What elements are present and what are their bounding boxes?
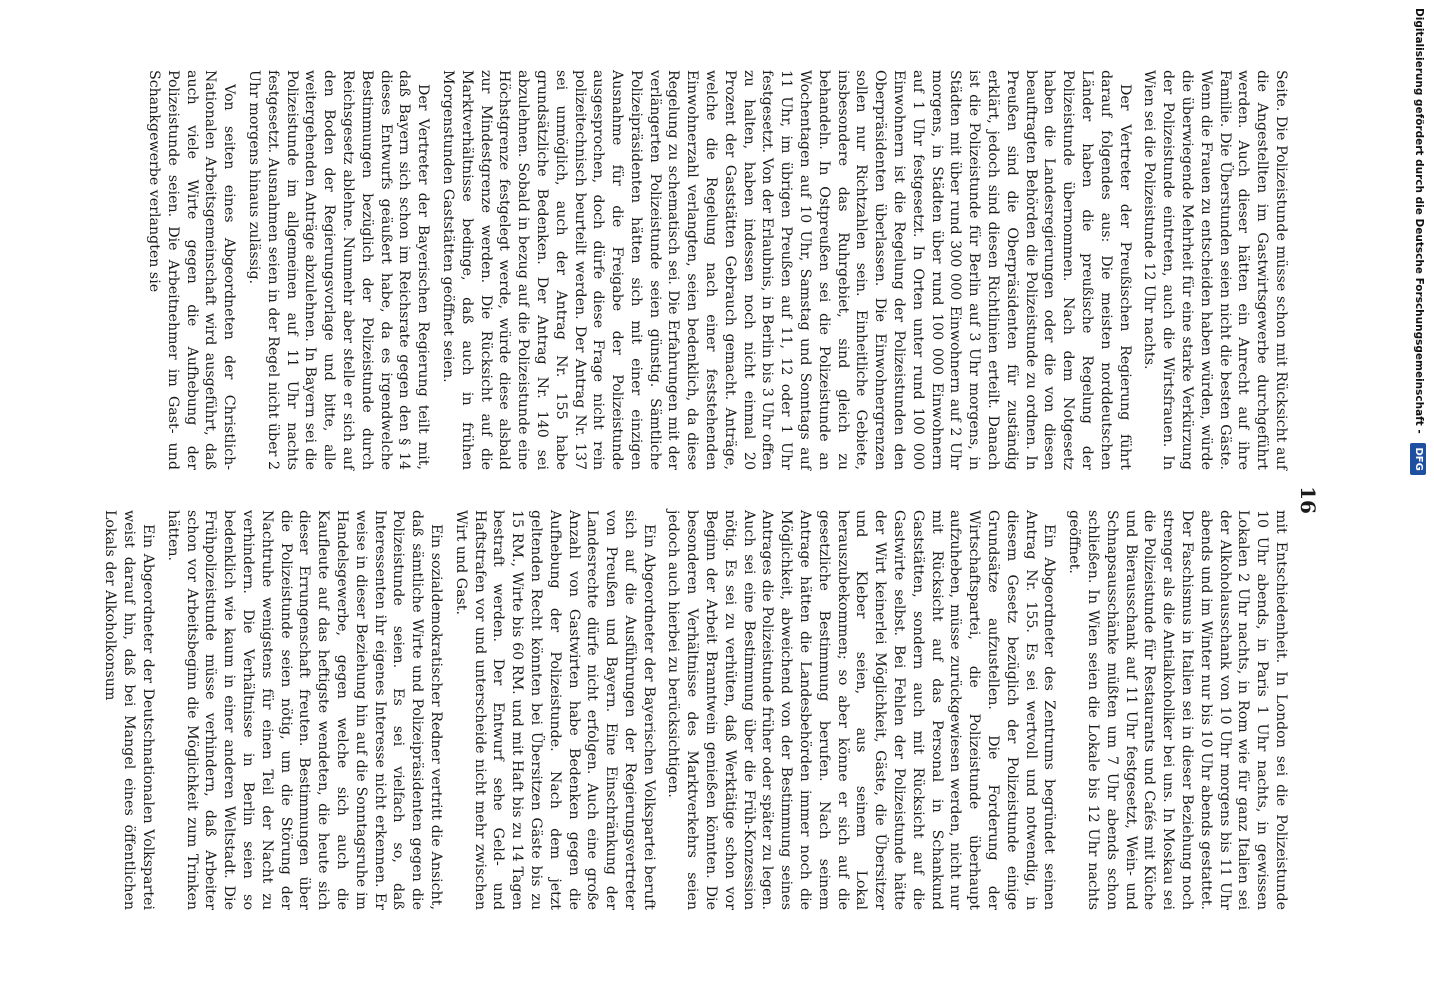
paragraph: Von seiten eines Abgeordneten der Christlich-Nationalen Arbeitsgemeinschaft wird ausgeführt, daß auch viele Wirte gegen die Aufhebung der Polizeistunde seien. Die Arbeitnehmer im Gast- und Schankgewerbe verlangten sie: [145, 70, 238, 470]
page-number: 16: [1296, 486, 1320, 514]
paragraph: Ein Abgeordneter der Deutschnationalen Volkspartei weist darauf hin, daß bei Mangel eines öffentlichen Lokals der Alkoholkonsum: [102, 510, 156, 910]
rotated-page: [80, 70, 1320, 940]
paragraph: Der Vertreter der Bayerischen Regierung teilt mit, daß Bayern sich schon im Reichsrate gegen den § 14 dieses Entwurfs geäußert habe, da es irgendwelche Bestimmungen bezüglich der Polizeistunde durch Reichsgesetz ablehne. Nunmehr aber stelle er sich auf den Boden der Regierungsvorlage und bitte, alle weitergehenden Anträge abzulehnen. In Bayern sei die Polizeistunde im allgemeinen auf 11 Uhr nachts festgesetzt. Ausnahmen seien in der Regel nicht über 2 Uhr morgens hinaus zulässig.: [245, 70, 432, 470]
right-column: [95, 510, 1290, 910]
digitization-credit: [1408, 8, 1430, 993]
paragraph: Ein Abgeordneter der Bayerischen Volkspartei beruft sich auf die Ausführungen der Regierungsvertreter von Preußen und Bayern. Eine Einschränkung der Landesrechte dürfe nicht erfolgen. Auch eine große Anzahl von Gastwirten habe Bedenken gegen die Aufhebung der Polizeistunde. Nach dem jetzt geltenden Recht könnten bei Übersitzen Gäste bis zu 15 RM., Wirte bis 60 RM. und mit Haft bis zu 14 Tagen bestraft werden. Der Entwurf sehe Geld- und Haftstrafen vor und unterscheide nicht mehr zwischen Wirt und Gast.: [452, 510, 657, 910]
paragraph: Seite. Die Polizeistunde müsse schon mit Rücksicht auf die Angestellten im Gastwirtsgewerbe durchgeführt werden. Auch dieser hätten ein Anrecht auf ihre Familie. Die Überstunden seien nicht die besten Gäste. Wenn die Frauen zu entscheiden haben würden, würde die überwiegende Mehrheit für eine starke Verkürzung der Polizeistunde eintreten, auch die Wirtsfrauen. In Wien sei die Polizeistunde 12 Uhr nachts.: [1141, 70, 1289, 470]
credit-text-line: [1408, 8, 1430, 993]
paragraph: mit Entschiedenheit. In London sei die Polizeistunde 10 Uhr abends, in Paris 1 Uhr nachts, in gewissen Lokalen 2 Uhr nachts, in Rom wie für ganz Italien sei der Alkoholausschank von 10 Uhr morgens bis 11 Uhr abends und im Winter nur bis 10 Uhr abends gestattet. Der Faschismus in Italien sei in dieser Beziehung noch strenger als die Antialkoholiker bei uns. In Moskau sei die Polizeistunde für Restaurants und Cafés mit Küche und Bierausschank auf 11 Uhr festgesetzt, Wein- und Schnapsausschänke müßten um 7 Uhr abends schon schließen. In Wien seien die Lokale bis 12 Uhr nachts geöffnet.: [1066, 510, 1289, 910]
dfg-logo: DFG: [1410, 443, 1426, 474]
paragraph: Ein Abgeordneter des Zentrums begründet seinen Antrag Nr. 155. Es sei wertvoll und notwendig, in diesem Gesetz bezüglich der Polizeistunde einige Grundsätze aufzustellen. Die Forderung der Wirtschaftspartei, die Polizeistunde überhaupt aufzuheben, müsse zurückgewiesen werden, nicht nur mit Rücksicht auf das Personal in Schankund Gaststätten, sondern auch mit Rücksicht auf die Gastwirte selbst. Bei Fehlen der Polizeistunde hätte der Wirt keinerlei Möglichkeit, Gäste, die Übersitzer und Kleber seien, aus seinem Lokal herauszubekommen; so aber könne er sich auf die gesetzliche Bestimmung berufen. Nach seinem Antrage hätten die Landesbehörden immer noch die Möglichkeit, abweichend von der Bestimmung seines Antrages die Polizeistunde früher oder später zu legen. Auch sei eine Bestimmung über die Früh-Konzession nötig. Es sei zu verhüten, daß Werktätige schon vor Beginn der Arbeit Branntwein genießen könnten. Die besonderen Verhältnisse des Marktverkehrs seien jedoch auch hierbei zu berücksichtigen.: [665, 510, 1058, 910]
left-column: [138, 70, 1290, 470]
credit-text: Digitalisierung gefördert durch die Deutsche Forschungsgemeinschaft -: [1413, 8, 1425, 434]
page-body: [90, 70, 1320, 930]
paragraph: Ein sozialdemokratischer Redner vertritt die Ansicht, daß sämtliche Wirte und Polizeipräsidenten gegen die Polizeistunde seien. Es sei vielfach so, daß Interessenten ihr eigenes Interesse nicht erkennen. Er weise in dieser Beziehung hin auf die Sonntagsruhe im Handelsgewerbe, gegen welche sich auch die Kaufleute auf das heftigste wendeten, die heute sich dieser Errungenschaft freuten. Bestimmungen über die Polizeistunde seien nötig, um die Störung der Nachtruhe wenigstens für einen Teil der Nacht zu verhindern. Die Verhältnisse in Berlin seien so bedenklich wie kaum in einer anderen Weltstadt. Die Frühpolizeistunde müsse verhindern, daß Arbeiter schon vor Arbeitsbeginn die Möglichkeit zum Trinken hätten.: [164, 510, 444, 910]
paragraph: Der Vertreter der Preußischen Regierung führt darauf folgendes aus: Die meisten norddeutschen Länder haben die preußische Regelung der Polizeistunde übernommen. Nach dem Notgesetz haben die Landesregierungen oder die von diesen beauftragten Behörden die Polizeistunde zu ordnen. In Preußen sind die Oberpräsidenten für zuständig erklärt, jedoch sind diesen Richtlinien erteilt. Danach ist die Polizeistunde für Berlin auf 3 Uhr morgens, in Städten mit über rund 300 000 Einwohnern auf 2 Uhr morgens, in Städten über rund 100 000 Einwohnern auf 1 Uhr festgesetzt. In Orten unter rund 100 000 Einwohnern ist die Regelung der Polizeistunden den Oberpräsidenten überlassen. Die Einwohnergrenzen sollen nur Richtzahlen sein. Einheitliche Gebiete, insbesondere das Ruhrgebiet, sind gleich zu behandeln. In Ostpreußen sei die Polizeistunde an Wochentagen auf 10 Uhr, Samstag und Sonntags auf 11 Uhr, im übrigen Preußen auf 11, 12 oder 1 Uhr festgesetzt. Von der Erlaubnis, in Berlin bis 3 Uhr offen zu halten, haben indessen noch nicht einmal 20 Prozent der Gaststätten Gebrauch gemacht. Anträge, welche die Regelung nach einer feststehenden Einwohnerzahl verlangten, seien bedenklich, da diese Regelung zu schematisch sei. Die Erfahrungen mit der verlängerten Polizeistunde seien günstig. Sämtliche Polizeipräsidenten hätten sich mit einer einzigen Ausnahme für die Freigabe der Polizeistunde ausgesprochen, doch dürfe diese Frage nicht rein polizeitechnisch beurteilt werden. Der Antrag Nr. 137 sei unmöglich, auch der Antrag Nr. 155 habe grundsätzliche Bedenken. Der Antrag Nr. 140 sei abzulehnen. Sobald in bezug auf die Polizeistunde eine Höchstgrenze festgelegt werde, würde diese alsbald zur Mindestgrenze werden. Die Rücksicht auf die Marktverhältnisse bedinge, daß auch in frühen Morgenstunden Gaststätten geöffnet seien.: [439, 70, 1133, 470]
